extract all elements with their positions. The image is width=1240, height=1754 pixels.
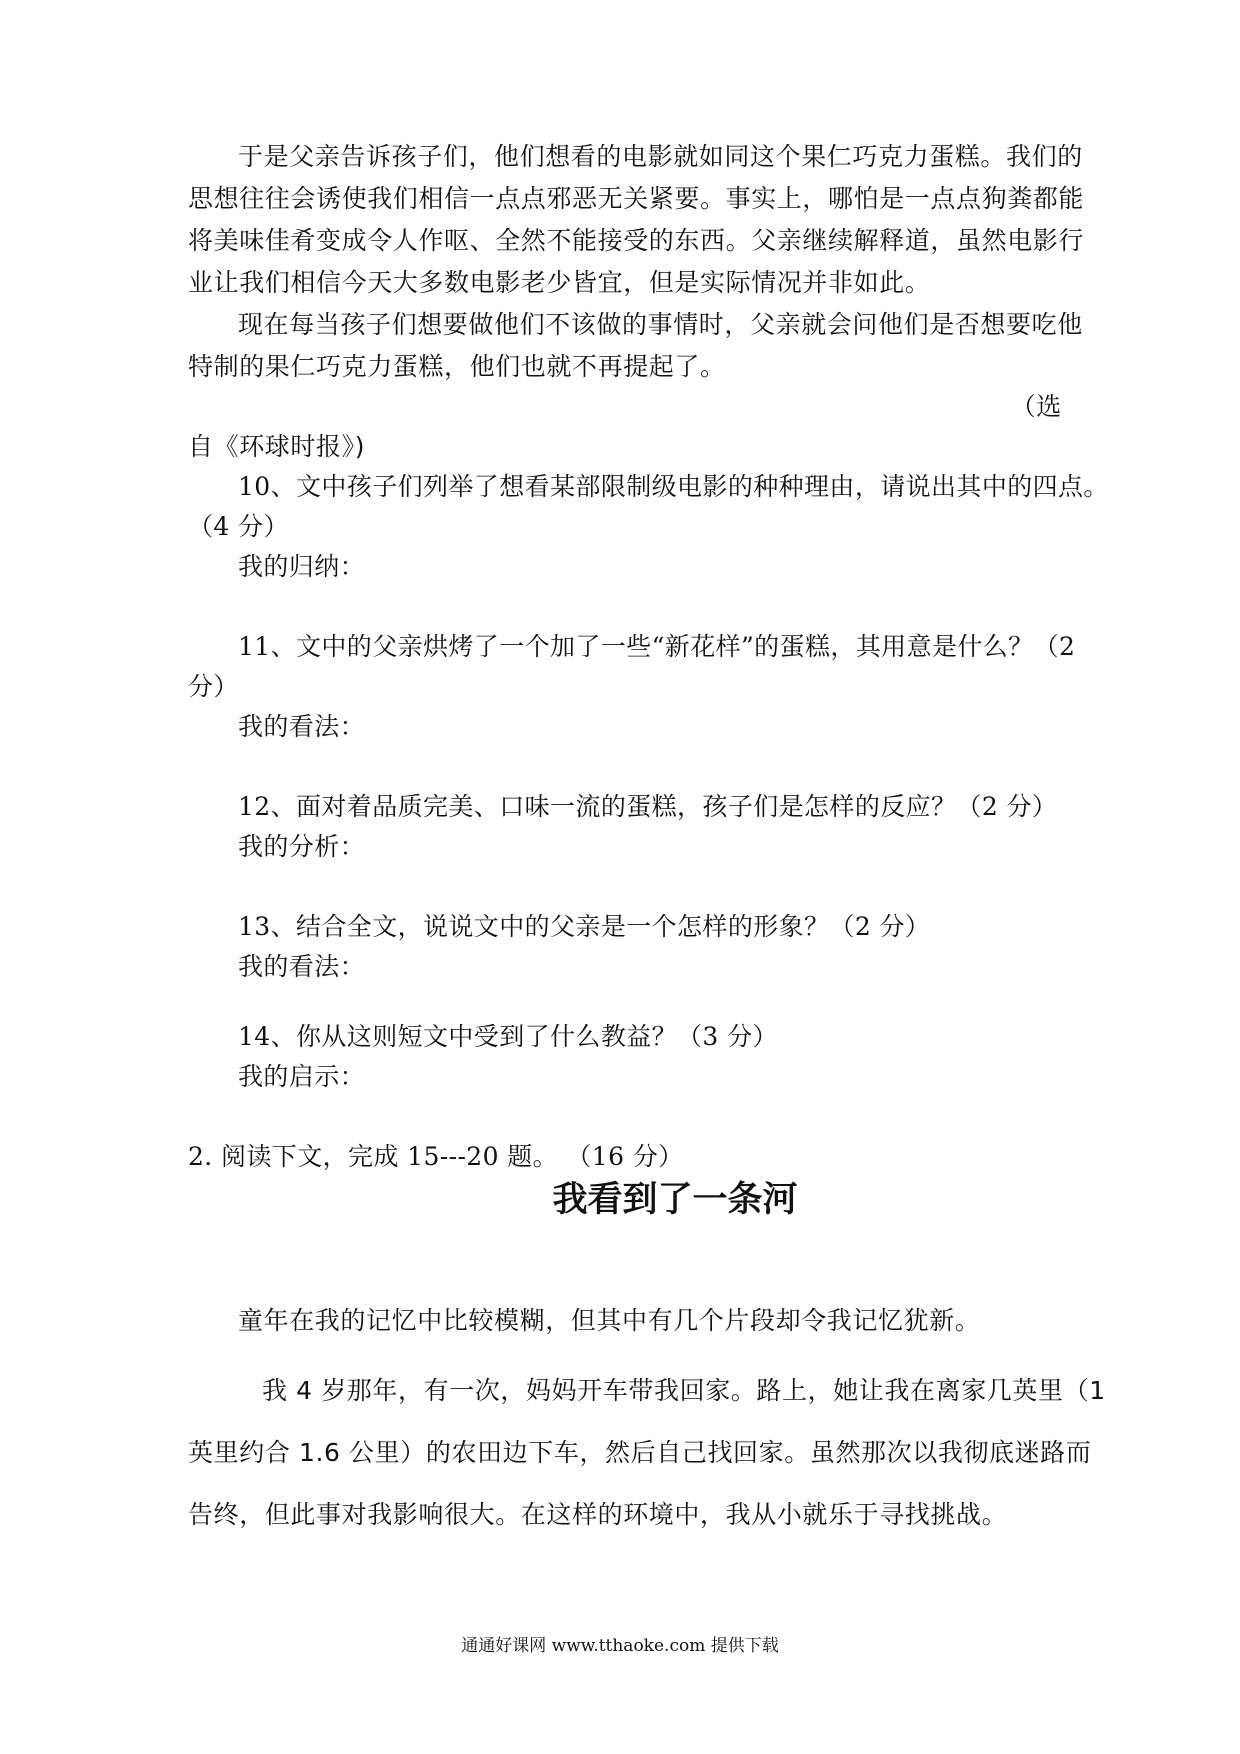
answer-prompt: 我的归纳： xyxy=(238,552,366,581)
section-heading: 2. 阅读下文，完成 15---20 题。 （16 分） xyxy=(188,1142,684,1171)
paragraph-line: 特制的果仁巧克力蛋糕，他们也就不再提起了。 xyxy=(188,352,726,381)
source-note: 自《环球时报》) xyxy=(188,432,366,461)
question-11: 11、文中的父亲烘烤了一个加了一些“新花样”的蛋糕，其用意是什么？（2 xyxy=(238,632,1076,661)
source-note: （选 xyxy=(1010,392,1062,421)
question-13: 13、结合全文，说说文中的父亲是一个怎样的形象？（2 分） xyxy=(238,912,931,941)
paragraph-line: 童年在我的记忆中比较模糊，但其中有几个片段却令我记忆犹新。 xyxy=(238,1306,981,1335)
paragraph-line: 业让我们相信今天大多数电影老少皆宜，但是实际情况并非如此。 xyxy=(188,268,931,297)
article-title: 我看到了一条河 xyxy=(552,1180,798,1220)
paragraph-line: 我 4 岁那年，有一次，妈妈开车带我回家。路上，她让我在离家几英里（1 xyxy=(262,1376,1106,1405)
question-10: 10、文中孩子们列举了想看某部限制级电影的种种理由，请说出其中的四点。 xyxy=(238,472,1109,501)
question-12: 12、面对着品质完美、口味一流的蛋糕，孩子们是怎样的反应？（2 分） xyxy=(238,792,1058,821)
answer-prompt: 我的启示： xyxy=(238,1062,366,1091)
answer-prompt: 我的看法： xyxy=(238,712,366,741)
question-score: （4 分） xyxy=(188,512,289,541)
question-score: 分） xyxy=(188,672,239,701)
paragraph-line: 于是父亲告诉孩子们，他们想看的电影就如同这个果仁巧克力蛋糕。我们的 xyxy=(238,142,1083,171)
paragraph-line: 现在每当孩子们想要做他们不该做的事情时，父亲就会问他们是否想要吃他 xyxy=(238,310,1083,339)
question-14: 14、你从这则短文中受到了什么教益？（3 分） xyxy=(238,1022,778,1051)
paragraph-line: 将美味佳肴变成令人作呕、全然不能接受的东西。父亲继续解释道，虽然电影行 xyxy=(188,226,1085,255)
answer-prompt: 我的看法： xyxy=(238,952,366,981)
footer-credit: 通通好课网 www.tthaoke.com 提供下载 xyxy=(461,1636,779,1656)
paragraph-line: 英里约合 1.6 公里）的农田边下车，然后自己找回家。虽然那次以我彻底迷路而 xyxy=(188,1438,1092,1467)
paragraph-line: 告终，但此事对我影响很大。在这样的环境中，我从小就乐于寻找挑战。 xyxy=(188,1500,1008,1529)
paragraph-line: 思想往往会诱使我们相信一点点邪恶无关紧要。事实上，哪怕是一点点狗粪都能 xyxy=(188,184,1085,213)
answer-prompt: 我的分析： xyxy=(238,832,366,861)
